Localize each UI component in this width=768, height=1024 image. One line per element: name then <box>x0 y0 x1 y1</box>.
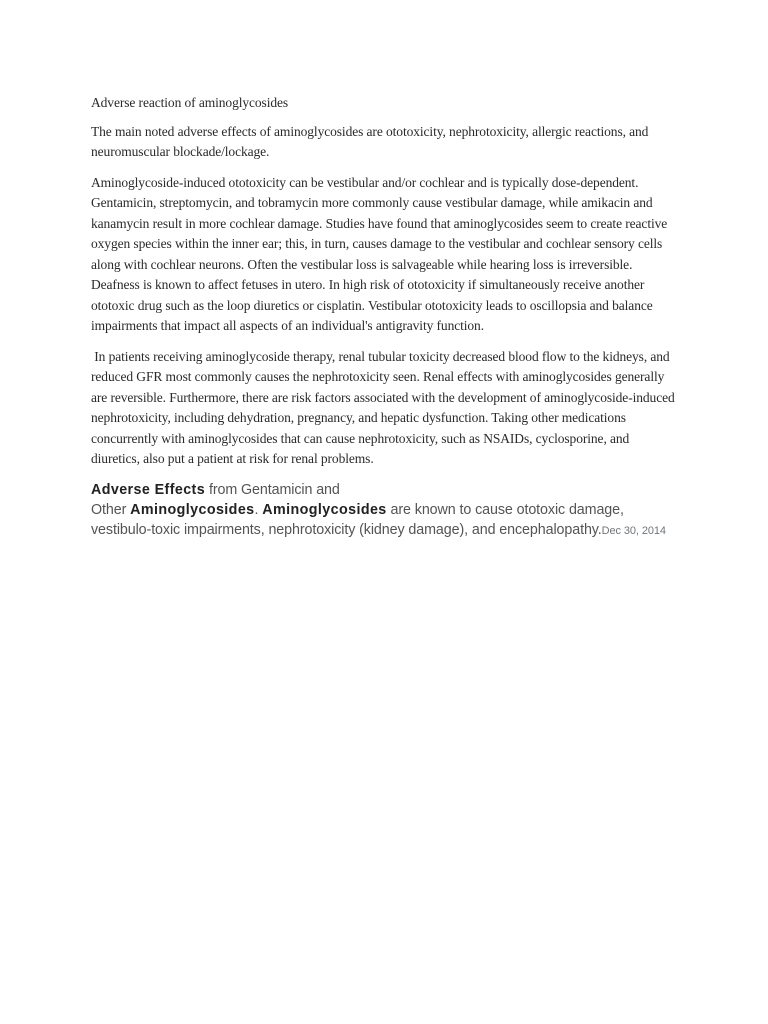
snippet-bold-adverse-effects: Adverse Effects <box>91 481 206 498</box>
snippet-text: . <box>254 501 263 518</box>
snippet-text: from Gentamicin and <box>205 481 340 498</box>
paragraph-overview: The main noted adverse effects of aminoglycosides are ototoxicity, nephrotoxicity, allergic reactions, and neuromuscular blockade/lockage. <box>91 123 649 159</box>
paragraph-nephrotoxicity: In patients receiving aminoglycoside therapy, renal tubular toxicity decreased blood flow to the kidneys, and reduced GFR most commonly causes the nephrotoxicity seen. Renal effects with aminoglycosides generally are reversible. Furthermore, there are risk factors associated with the development of aminoglycoside-induced nephrotoxicity, including dehydration, pregnancy, and hepatic dysfunction. Taking other medications concurrently with aminoglycosides that can cause nephrotoxicity, such as NSAIDs, cyclosporine, and diuretics, also put a patient at risk for renal problems. <box>91 348 678 466</box>
snippet-text: Other <box>91 501 131 518</box>
snippet-bold-aminoglycosides: Aminoglycosides <box>130 501 255 518</box>
search-snippet <box>91 480 671 541</box>
paragraph-ototoxicity: Aminoglycoside-induced ototoxicity can be vestibular and/or cochlear and is typically dose-dependent. Gentamicin, streptomycin, and tobramycin more commonly cause vestibular damage, while amikacin and kanamycin result in more cochlear damage. Studies have found that aminoglycosides seem to create reactive oxygen species within the inner ear; this, in turn, causes damage to the vestibular and cochlear sensory cells along with cochlear neurons. Often the vestibular loss is salvageable while hearing loss is irreversible. Deafness is known to affect fetuses in utero. In high risk of ototoxicity if simultaneously receive another ototoxic drug such as the loop diuretics or cisplatin. Vestibular ototoxicity leads to oscillopsia and balance impairments that impact all aspects of an individual's antigravity function. <box>91 174 668 333</box>
snippet-bold-aminoglycosides: Aminoglycosides <box>262 501 387 518</box>
document-body <box>91 93 681 541</box>
document-title: Adverse reaction of aminoglycosides <box>91 95 289 110</box>
snippet-date: Dec 30, 2014 <box>601 524 666 537</box>
snippet-text: are known to cause ototoxic damage, vestibulo-toxic impairments, nephrotoxicity (kidney damage), and encephalopathy. <box>91 501 624 538</box>
